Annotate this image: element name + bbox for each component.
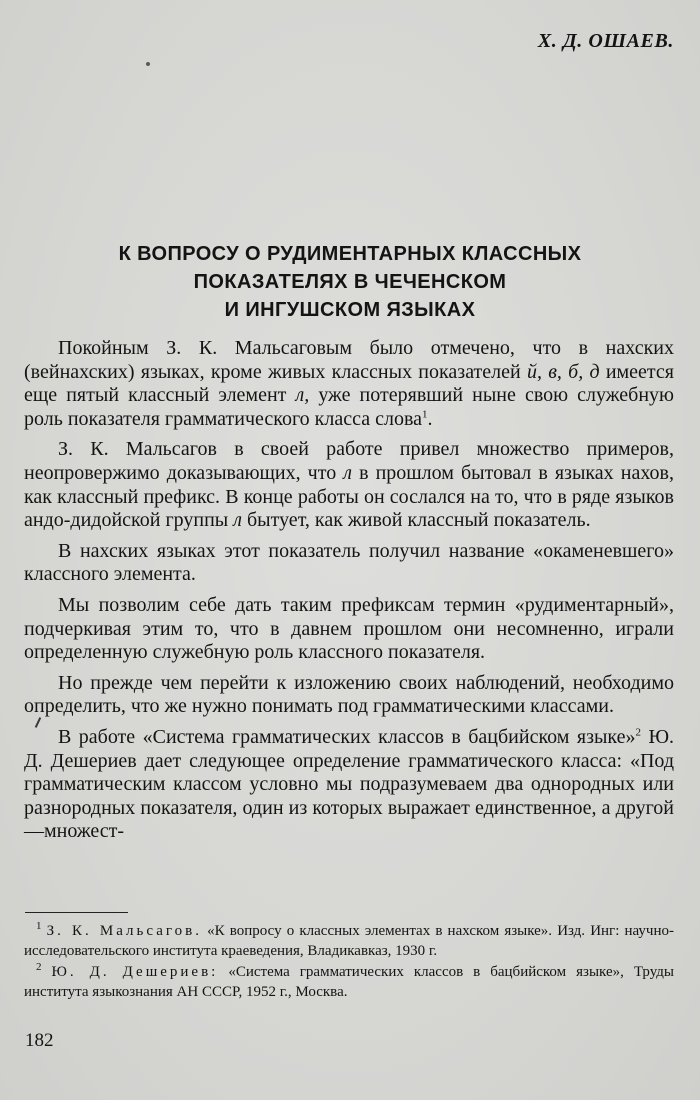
page-number: 182 <box>25 1030 54 1051</box>
class-element: л, <box>295 384 310 407</box>
text-run: имеется еще пятый классный элемент <box>24 360 674 407</box>
footnote-ref: 2 <box>635 726 642 739</box>
text-run: бытует, как живой классный показатель. <box>241 509 591 532</box>
article-body <box>24 337 674 851</box>
text-run: уже потерявший ныне свою служебную роль показателя грамматического класса слова <box>24 384 674 430</box>
footnotes <box>24 922 674 1004</box>
title-line: И ИНГУШСКОМ ЯЗЫКАХ <box>224 299 476 321</box>
print-speck <box>146 62 150 66</box>
title-line: ПОКАЗАТЕЛЯХ В ЧЕЧЕНСКОМ <box>193 271 507 293</box>
paragraph-2 <box>24 438 674 532</box>
text-run: . <box>427 407 433 430</box>
footnote-divider <box>25 912 128 913</box>
class-element: л <box>233 509 242 532</box>
footnote-ref: 1 <box>422 408 428 421</box>
text-run: В работе «Система грамматических классов в бацбийском языке» <box>58 725 636 748</box>
text-run: в прошлом бытовал в языках нахов, как классный префикс. В конце работы он сослался на то, что в ряде языков андо-дидойской группы <box>24 461 674 532</box>
article-title <box>40 240 660 324</box>
footnote-text: «К вопросу о классных элементах в нахском языке». Изд. Инг: научно-исследовательского института краеведения, Владикавказ, 1930 г. <box>24 923 674 959</box>
footnote-number: 2 <box>36 961 42 973</box>
paragraph-6 <box>24 726 674 844</box>
title-line: К ВОПРОСУ О РУДИМЕНТАРНЫХ КЛАССНЫХ <box>118 243 582 265</box>
text-run: Ю. Д. Дешериев дает следующее определение грамматического класса: «Под грамматическим классом условно мы подразумеваем два однородных или разнородных показателя, один из которых выражает единственное, а другой—множест- <box>24 725 674 843</box>
text-run: З. К. Мальсагов в своей работе привел множество примеров, неопровержимо доказывающих, что <box>24 438 674 484</box>
paragraph-1 <box>24 337 674 431</box>
paragraph-5: Но прежде чем перейти к изложению своих наблюдений, необходимо определить, что же нужно понимать под грамматическими классами. <box>24 671 674 718</box>
footnote <box>24 922 674 961</box>
footnote-number: 1 <box>36 920 42 932</box>
footnote-author: З. К. Мальсагов. <box>46 923 202 939</box>
footnote-text: «Система грамматических классов в бацбийском языке», Труды института языкознания АН СССР, 1952 г., Москва. <box>24 964 674 1000</box>
footnote-author: Ю. Д. Дешериев: <box>51 964 219 980</box>
paragraph-3: В нахских языках этот показатель получил название «окаменевшего» классного элемента. <box>24 539 674 586</box>
text-run: Покойным З. К. Мальсаговым было отмечено, что в нахских (вейнахских) языках, кроме живых классных показателей <box>24 337 674 383</box>
running-header-author: Х. Д. ОШАЕВ. <box>537 30 674 52</box>
class-markers: й, в, б, д <box>526 360 600 383</box>
footnote <box>24 963 674 1002</box>
class-element: л <box>343 461 353 484</box>
paragraph-4: Мы позволим себе дать таким префиксам термин «рудиментарный», подчеркивая этим то, что в давнем прошлом они несомненно, играли определенную служебную роль классного показателя. <box>24 593 674 664</box>
